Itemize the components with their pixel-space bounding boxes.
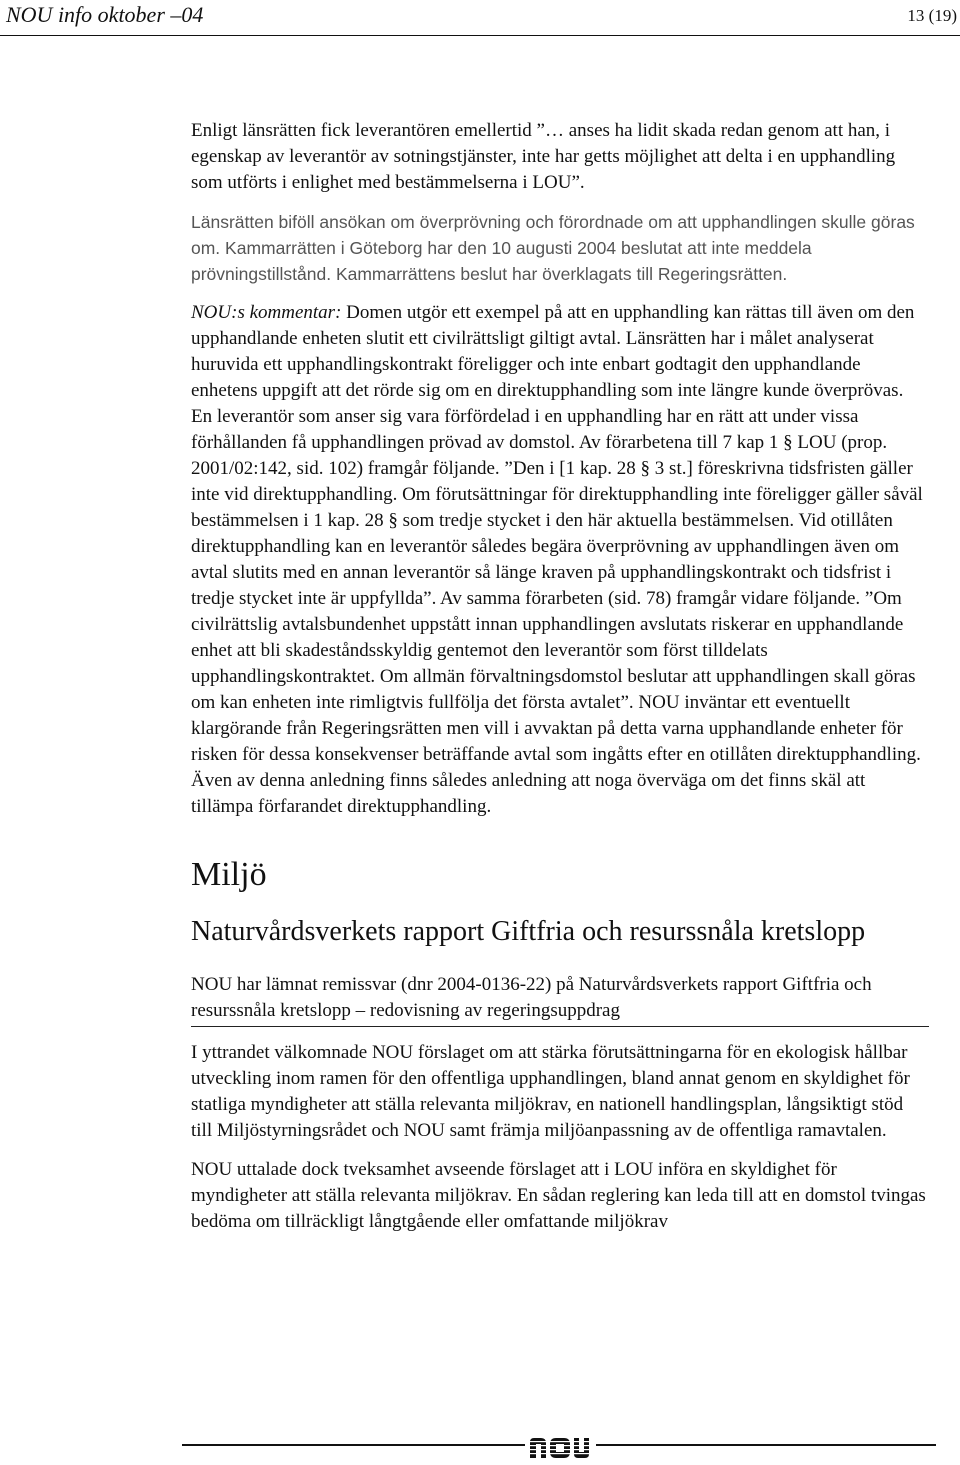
page-header xyxy=(0,0,960,40)
paragraph-court-decision: Länsrätten biföll ansökan om överprövning och förordnade om att upphandlingen skulle göras om. Kammarrätten i Göteborg har den 10 augusti 2004 beslutat att inte meddela prövningstillstånd. Kammarrättens beslut har överklagats till Regeringsrätten. xyxy=(191,212,915,284)
nou-logo-icon xyxy=(528,1430,594,1462)
paragraph-remissvar: NOU har lämnat remissvar (dnr 2004-0136-22) på Naturvårdsverkets rapport Giftfria och resurssnåla kretslopp – redovisning av regeringsuppdrag xyxy=(191,972,929,1027)
footer-divider-left xyxy=(182,1444,525,1446)
section-heading: Miljö xyxy=(191,856,267,893)
comment-text: Domen utgör ett exempel på att en upphandling kan rättas till även om den upphandlande enheten slutit ett civilrättsligt giltigt avtal. Länsrätten har i målet analyserat huruvida ett upphandlingskontrakt föreligger och inte enbart godtagit den upphandlande enhetens uppgift att det rörde sig om en direktupphandling som inte längre kunde överprövas. En leverantör som anser sig vara förfördelad i en upphandling har en rätt att under vissa förhållanden få upphandlingen prövad av domstol. Av förarbetena till 7 kap 1 § LOU (prop. 2001/02:142, sid. 102) framgår följande. ”Den i [1 kap. 28 § 3 st.] föreskrivna tidsfristen gäller inte vid direktupphandling. Om förutsättningar för direktupphandling inte föreligger gäller såväl bestämmelsen i 1 kap. 28 § som tredje stycket i den här aktuella bestämmelsen. Vid otillåten direktupphandling kan en leverantör således begära överprövning av upphandlingen även om avtal slutits med en annan leverantör så länge kraven på upphandlingskontrakt och tidsfrist i tredje stycket inte är uppfyllda”. Av samma förarbeten (sid. 78) framgår vidare följande. ”Om civilrättslig avtalsbundenhet uppstått innan upphandlingen avslutats riskerar en upphandlande enhet att bli skadeståndsskyldig gentemot den leverantör som först tilldelats upphandlingskontraktet. Om allmän förvaltningsdomstol beslutar att upphandlingen skall göras om kan enheten inte rimligtvis fullfölja det första avtalet”. NOU inväntar ett eventuellt klargörande från Regeringsrätten men vill i avvaktan på detta varna upphandlande enheter för risken för dessa konsekvenser beträffande avtal som ingåtts efter en otillåten direktupphandling. Även av denna anledning finns således anledning att noga överväga om det finns skäl att tillämpa förfarandet direktupphandling. xyxy=(191,302,923,817)
paragraph-yttrande: I yttrandet välkomnade NOU förslaget om att stärka förutsättningarna för en ekologisk hållbar utveckling inom ramen för den offentliga upphandlingen, bland annat genom en skyldighet för statliga myndigheter att ställa relevanta miljökrav, en nationell handlingsplan, långsiktigt stöd till Miljöstyrningsrådet och NOU samt främja miljöanpassning av de offentliga ramavtalen. xyxy=(191,1042,910,1141)
article-title: Naturvårdsverkets rapport Giftfria och resurssnåla kretslopp xyxy=(191,916,866,947)
page-number: 13 (19) xyxy=(907,6,957,25)
paragraph-tveksamhet: NOU uttalade dock tveksamhet avseende förslaget att i LOU införa en skyldighet för myndigheter att ställa relevanta miljökrav. En sådan reglering kan leda till att en domstol tvingas bedöma om tillräckligt långtgående eller omfattande miljökrav xyxy=(191,1159,926,1232)
footer-divider-right xyxy=(596,1444,936,1446)
paragraph-nou-comment xyxy=(191,300,929,820)
header-divider xyxy=(0,35,960,36)
header-title: NOU info oktober –04 xyxy=(6,2,204,27)
paragraph-quote: Enligt länsrätten fick leverantören emellertid ”… anses ha lidit skada redan genom att han, i egenskap av leverantör av sotningstjänster, inte har getts möjlighet att delta i en upphandling som utförts i enlighet med bestämmelserna i LOU”. xyxy=(191,120,896,193)
comment-label: NOU:s kommentar: xyxy=(191,302,342,323)
document-body xyxy=(191,118,929,1248)
